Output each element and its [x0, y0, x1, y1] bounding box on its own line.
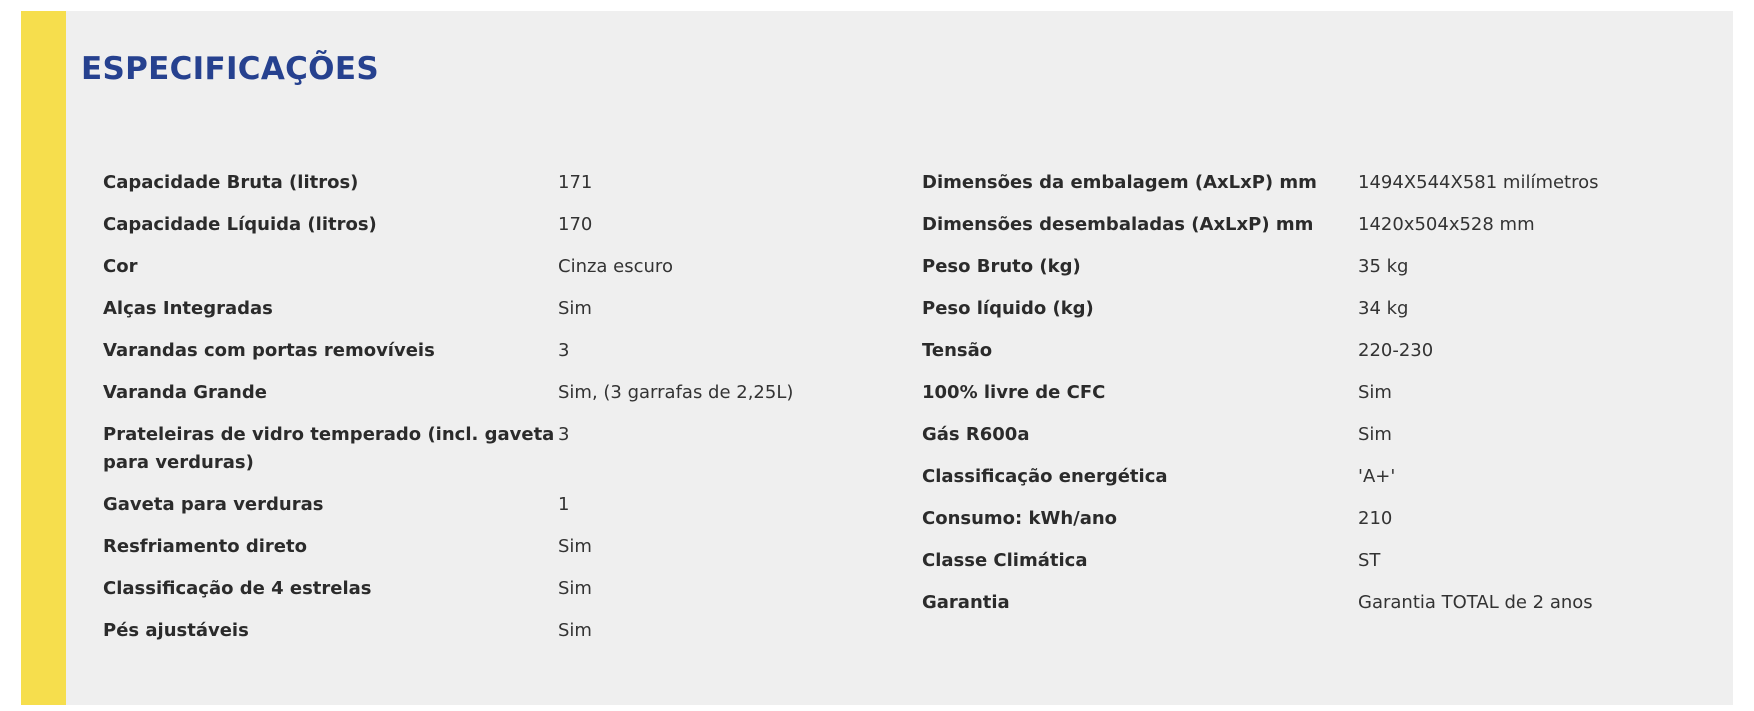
spec-label: Gás R600a — [922, 424, 1030, 445]
spec-row — [103, 379, 863, 407]
spec-row — [103, 617, 863, 645]
section-title: ESPECIFICAÇÕES — [81, 51, 379, 87]
spec-row — [922, 253, 1722, 281]
spec-row — [103, 295, 863, 323]
spec-value: Sim — [1358, 424, 1392, 445]
spec-label: Consumo: kWh/ano — [922, 508, 1118, 529]
spec-label: Pés ajustáveis — [103, 620, 249, 641]
spec-row — [103, 169, 863, 197]
spec-row — [103, 533, 863, 561]
spec-value: 220-230 — [1358, 340, 1434, 361]
spec-label: Dimensões desembaladas (AxLxP) mm — [922, 214, 1314, 235]
spec-value: 1420x504x528 mm — [1358, 214, 1535, 235]
spec-value: Sim — [1358, 382, 1392, 403]
accent-bar — [21, 11, 66, 705]
spec-label: Classe Climática — [922, 550, 1088, 571]
spec-label: Capacidade Líquida (litros) — [103, 214, 377, 235]
spec-row — [922, 379, 1722, 407]
spec-value: 3 — [558, 340, 570, 361]
spec-row — [103, 421, 863, 477]
specs-left-column — [103, 169, 863, 659]
spec-label: Prateleiras de vidro temperado (incl. gaveta para verduras) — [103, 424, 555, 473]
spec-value: 171 — [558, 172, 593, 193]
spec-label: Garantia — [922, 592, 1010, 613]
spec-label: Varandas com portas removíveis — [103, 340, 435, 361]
spec-value: 3 — [558, 424, 570, 445]
spec-row — [103, 253, 863, 281]
spec-value: 1 — [558, 494, 570, 515]
spec-value: Sim — [558, 620, 592, 641]
spec-label: Gaveta para verduras — [103, 494, 324, 515]
spec-value: 210 — [1358, 508, 1393, 529]
spec-label: Alças Integradas — [103, 298, 273, 319]
spec-label: Peso Bruto (kg) — [922, 256, 1081, 277]
spec-value: 34 kg — [1358, 298, 1409, 319]
spec-row — [103, 337, 863, 365]
specs-right-column — [922, 169, 1722, 631]
spec-label: Resfriamento direto — [103, 536, 307, 557]
spec-label: Classificação de 4 estrelas — [103, 578, 372, 599]
spec-value: ST — [1358, 550, 1381, 571]
spec-value: Cinza escuro — [558, 256, 673, 277]
spec-row — [922, 463, 1722, 491]
spec-value: Sim — [558, 536, 592, 557]
spec-value: Sim, (3 garrafas de 2,25L) — [558, 382, 794, 403]
spec-value: 1494X544X581 milímetros — [1358, 172, 1599, 193]
spec-row — [103, 575, 863, 603]
spec-row — [922, 337, 1722, 365]
spec-label: Tensão — [922, 340, 993, 361]
specifications-panel — [21, 11, 1733, 705]
spec-label: Classificação energética — [922, 466, 1168, 487]
spec-row — [922, 547, 1722, 575]
spec-row — [922, 211, 1722, 239]
spec-value: 170 — [558, 214, 593, 235]
spec-value: 35 kg — [1358, 256, 1409, 277]
spec-label: Varanda Grande — [103, 382, 267, 403]
spec-label: 100% livre de CFC — [922, 382, 1106, 403]
spec-row — [922, 421, 1722, 449]
spec-label: Capacidade Bruta (litros) — [103, 172, 359, 193]
spec-label: Dimensões da embalagem (AxLxP) mm — [922, 172, 1317, 193]
spec-row — [103, 211, 863, 239]
spec-value: Sim — [558, 578, 592, 599]
spec-label: Peso líquido (kg) — [922, 298, 1094, 319]
spec-row — [103, 491, 863, 519]
spec-row — [922, 295, 1722, 323]
spec-value: Garantia TOTAL de 2 anos — [1358, 592, 1593, 613]
spec-value: Sim — [558, 298, 592, 319]
spec-row — [922, 505, 1722, 533]
spec-label: Cor — [103, 256, 138, 277]
spec-value: 'A+' — [1358, 466, 1396, 487]
spec-row — [922, 589, 1722, 617]
spec-row — [922, 169, 1722, 197]
